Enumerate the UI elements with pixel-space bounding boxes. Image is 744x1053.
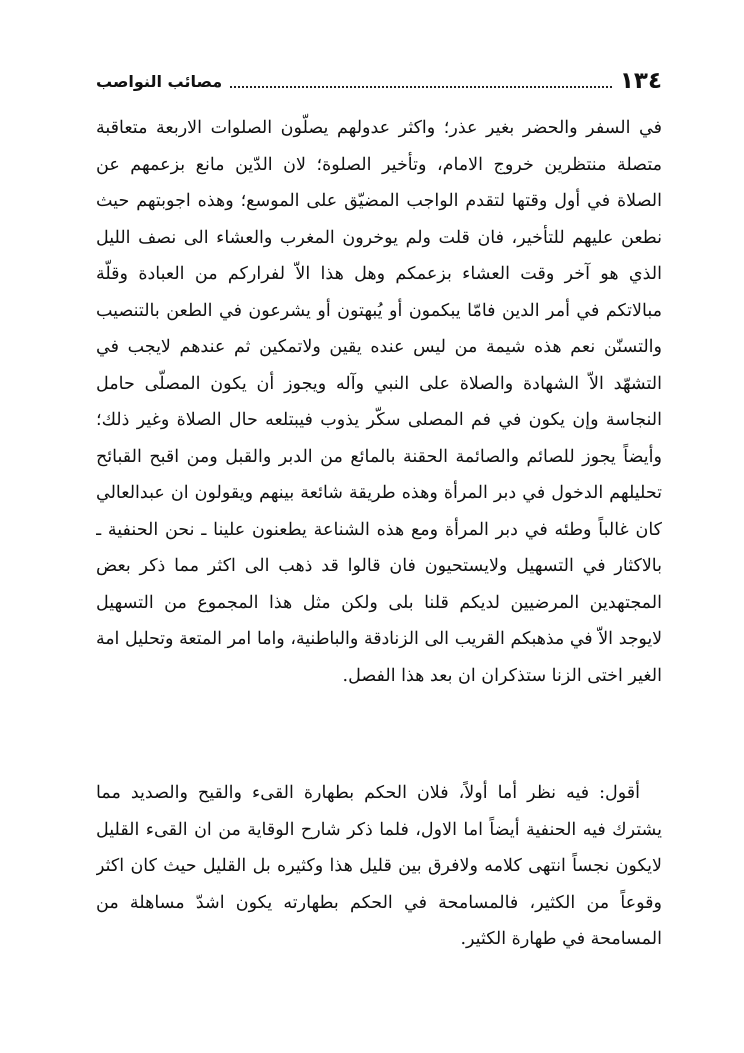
text-line: والتسنّن نعم هذه شيمة من ليس عنده يقين ولاتمكين ثم عندهم لايجب في — [96, 337, 662, 357]
text-line: في السفر والحضر بغير عذر؛ واكثر عدولهم يصلّون الصلوات الاربعة متعاقبة — [96, 118, 662, 138]
text-line: الصلاة في أول وقتها لتقدم الواجب المضيّق على الموسع؛ وهذه اجوبتهم حيث — [96, 191, 662, 211]
dotted-leader — [230, 86, 612, 88]
paragraph-1 — [96, 110, 662, 694]
text-line: التشهّد الاّ الشهادة والصلاة على النبي وآله ويجوز أن يكون المصلّى حامل — [96, 373, 662, 394]
text-line: بالاكثار في التسهيل ولايستحيون فان قالوا قد ذهب الى اكثر مما ذكر بعض — [96, 556, 662, 576]
text-line: المجتهدين المرضيين لديكم قلنا بلى ولكن مثل هذا المجموع من التسهيل — [96, 592, 662, 613]
text-line: الذي هو آخر وقت العشاء بزعمكم وهل هذا الاّ لفراركم من العبادة وقلّة — [96, 264, 662, 284]
text-line: متصلة منتظرين خروج الامام، وتأخير الصلوة؛ لان الدّين مانع بزعمهم عن — [96, 154, 662, 175]
text-line: كان غالباً وطئه في دبر المرأة ومع هذه الشناعة يطعنون علينا ـ نحن الحنفية ـ — [96, 519, 662, 540]
running-title: مصائب النواصب — [96, 71, 223, 91]
text-line: نطعن عليهم للتأخير، فان قلت ولم يوخرون المغرب والعشاء الى نصف الليل — [96, 227, 662, 248]
text-line: لايوجد الاّ في مذهبكم القريب الى الزنادقة والباطنية، واما امر المتعة وتحليل امة — [96, 629, 662, 649]
text-line: النجاسة وإن يكون في فم المصلى سكّر يذوب فيبتلعه حال الصلاة وغير ذلك؛ — [96, 410, 662, 430]
text-line: الغير اختى الزنا ستذكران ان بعد هذا الفصل. — [342, 665, 662, 686]
page-header — [96, 64, 662, 98]
text-line: تحليلهم الدخول في دبر المرأة وهذه طريقة شائعة بينهم ويقولون ان عبدالعالي — [96, 483, 662, 503]
text-line: أقول: فيه نظر أما أولاً، فلان الحكم بطهارة القىء والقيح والصديد مما — [96, 783, 640, 803]
text-line: مبالاتكم في أمر الدين فامّا يبكمون أو يُبهتون أو يشرعون في الطعن بالتنصيب — [96, 300, 662, 321]
text-line: لايكون نجساً انتهى كلامه ولافرق بين قليل هذا وكثيره بل القليل حيث كان اكثر — [96, 856, 662, 876]
text-line: المسامحة في طهارة الكثير. — [460, 929, 662, 949]
text-line: وأيضاً يجوز للصائم والصائمة الحقنة بالمائع من الدبر والقبل ومن اقبح القبائح — [96, 446, 662, 467]
text-line: يشترك فيه الحنفية أيضاً اما الاول، فلما ذكر شارح الوقاية من ان القىء القليل — [96, 819, 662, 840]
paragraph-2 — [96, 775, 662, 958]
text-line: وقوعاً من الكثير، فالمسامحة في الحكم بطهارته يكون اشدّ مساهلة من — [96, 892, 662, 913]
page-number: ١٣٤ — [619, 68, 662, 94]
